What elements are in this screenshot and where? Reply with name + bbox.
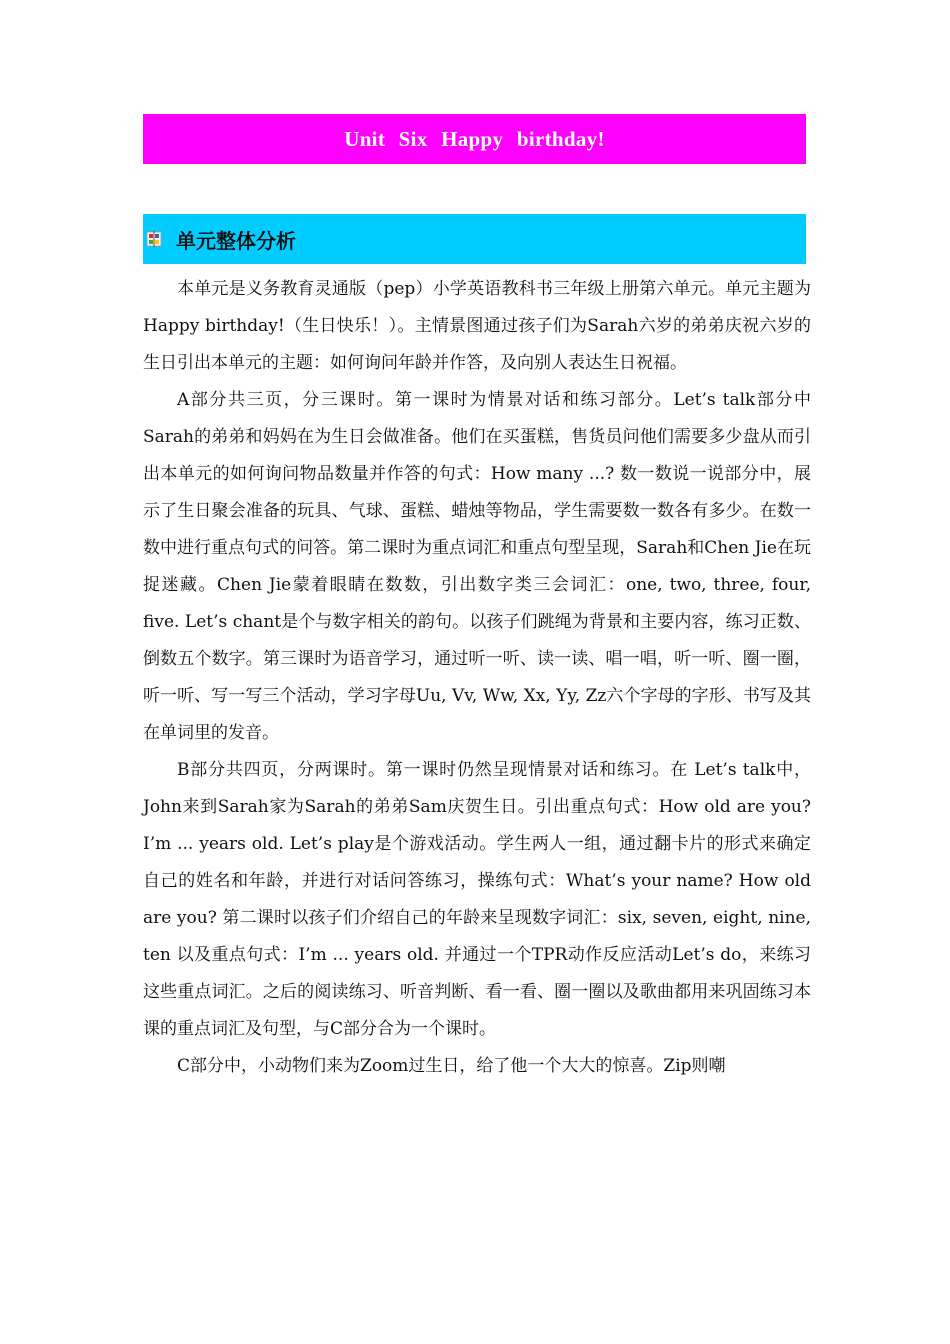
paragraph-part-b: B部分共四页，分两课时。第一课时仍然呈现情景对话和练习。在 Let’s talk中，John来到Sarah家为Sarah的弟弟Sam庆贺生日。引出重点句式：How old are you? I’m ... years old. Let’s play是个游戏活动。学生两人一组，通过翻卡片的形式来确定自己的姓名和年龄，并进行对话问答练习，操练句式：What’s your name? How old are you? 第二课时以孩子们介绍自己的年龄来呈现数字词汇：six, seven, eight, nine, ten 以及重点句式：I’m ... years old. 并通过一个TPR动作反应活动Let’s do，来练习这些重点词汇。之后的阅读练习、听音判断、看一看、圈一圈以及歌曲都用来巩固练习本课的重点词汇及句型，与C部分合为一个课时。 [143,760,811,1039]
section-heading: 单元整体分析 [176,228,296,253]
page-title: Unit Six Happy birthday! [344,126,605,151]
title-banner [143,114,806,164]
paragraph-part-a: A部分共三页，分三课时。第一课时为情景对话和练习部分。Let’s talk部分中Sarah的弟弟和妈妈在为生日会做准备。他们在买蛋糕，售货员问他们需要多少盘从而引出本单元的如何询问物品数量并作答的句式：How many ...? 数一数说一说部分中，展示了生日聚会准备的玩具、气球、蛋糕、蜡烛等物品，学生需要数一数各有多少。在数一数中进行重点句式的问答。第二课时为重点词汇和重点句型呈现，Sarah和Chen Jie在玩捉迷藏。Chen Jie蒙着眼睛在数数，引出数字类三会词汇：one, two, three, four, five. Let’s chant是个与数字相关的韵句。以孩子们跳绳为背景和主要内容，练习正数、倒数五个数字。第三课时为语音学习，通过听一听、读一读、唱一唱，听一听、圈一圈，听一听、写一写三个活动，学习字母Uu, Vv, Ww, Xx, Yy, Zz六个字母的字形、书写及其在单词里的发音。 [143,390,811,743]
section-header [143,214,806,264]
body-text [143,271,811,1085]
paragraph-overview: 本单元是义务教育灵通版（pep）小学英语教科书三年级上册第六单元。单元主题为Happy birthday!（生日快乐！）。主情景图通过孩子们为Sarah六岁的弟弟庆祝六岁的生日引出本单元的主题：如何询问年龄并作答，及向别人表达生日祝福。 [143,279,811,373]
bookmark-icon [146,231,162,247]
paragraph-part-c: C部分中，小动物们来为Zoom过生日，给了他一个大大的惊喜。Zip则嘲 [177,1056,726,1076]
